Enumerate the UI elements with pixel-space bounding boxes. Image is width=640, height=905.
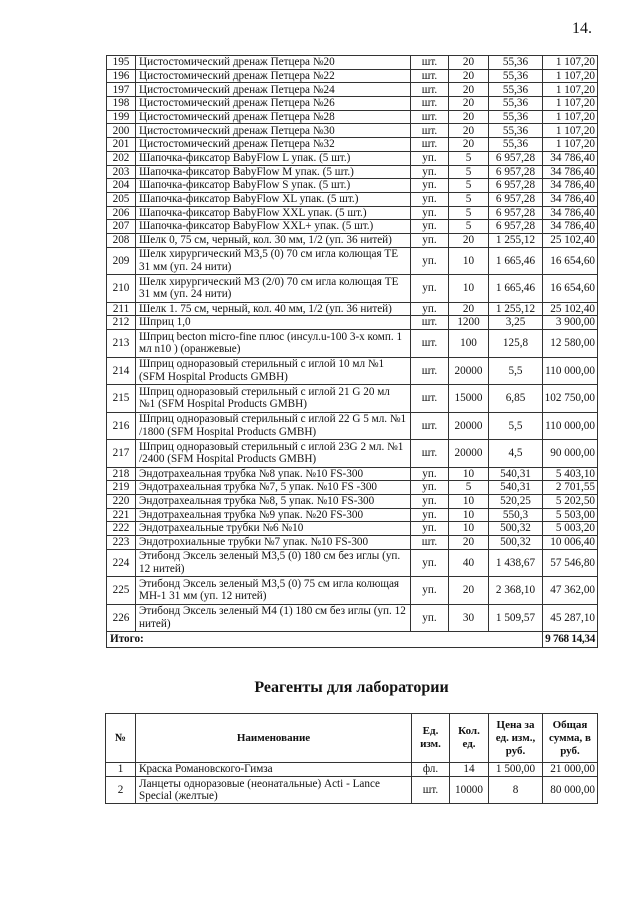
header-unit: Ед. изм.: [412, 714, 450, 763]
cell-qty: 5: [449, 192, 489, 206]
table-row: [107, 604, 598, 632]
cell-price: 125,8: [489, 330, 543, 358]
cell-qty: 20: [449, 97, 489, 111]
cell-total: 57 546,80: [543, 549, 598, 577]
cell-unit: шт.: [411, 110, 449, 124]
cell-unit: шт.: [411, 535, 449, 549]
cell-num: 2: [106, 776, 136, 804]
cell-num: 214: [107, 357, 136, 385]
cell-qty: 20000: [449, 412, 489, 440]
cell-unit: шт.: [411, 56, 449, 70]
cell-num: 1: [106, 763, 136, 777]
cell-name: Цистостомический дренаж Петцера №28: [136, 110, 411, 124]
cell-unit: уп.: [411, 577, 449, 605]
cell-total: 34 786,40: [543, 165, 598, 179]
cell-num: 200: [107, 124, 136, 138]
cell-total: 5 202,50: [543, 494, 598, 508]
table-row: [107, 385, 598, 413]
cell-unit: уп.: [411, 275, 449, 303]
cell-qty: 40: [449, 549, 489, 577]
cell-total: 47 362,00: [543, 577, 598, 605]
cell-num: 223: [107, 535, 136, 549]
cell-unit: уп.: [411, 604, 449, 632]
cell-price: 520,25: [489, 494, 543, 508]
cell-name: Шапочка-фиксатор BabyFlow L упак. (5 шт.): [136, 151, 411, 165]
table-row: [107, 275, 598, 303]
cell-unit: шт.: [411, 330, 449, 358]
cell-total: 10 006,40: [543, 535, 598, 549]
cell-name: Краска Романовского-Гимза: [136, 763, 412, 777]
cell-unit: шт.: [411, 385, 449, 413]
cell-unit: уп.: [411, 220, 449, 234]
table-row: [107, 412, 598, 440]
cell-unit: шт.: [411, 440, 449, 468]
cell-name: Шприц одноразовый стерильный с иглой 22 G 5 мл. №1 /1800 (SFM Hospital Products GMBH): [136, 412, 411, 440]
cell-unit: уп.: [411, 508, 449, 522]
cell-num: 213: [107, 330, 136, 358]
cell-unit: уп.: [411, 522, 449, 536]
cell-unit: фл.: [412, 763, 450, 777]
cell-price: 1 255,12: [489, 233, 543, 247]
table-row: [107, 56, 598, 70]
cell-qty: 5: [449, 179, 489, 193]
table-row: [107, 151, 598, 165]
cell-unit: шт.: [411, 83, 449, 97]
table-row: [107, 110, 598, 124]
total-row: [107, 632, 598, 648]
cell-price: 4,5: [489, 440, 543, 468]
cell-qty: 10: [449, 494, 489, 508]
cell-unit: уп.: [411, 206, 449, 220]
cell-name: Шапочка-фиксатор BabyFlow M упак. (5 шт.): [136, 165, 411, 179]
cell-num: 210: [107, 275, 136, 303]
table-row: [107, 69, 598, 83]
cell-num: 226: [107, 604, 136, 632]
cell-num: 206: [107, 206, 136, 220]
cell-total: 25 102,40: [543, 233, 598, 247]
cell-price: 55,36: [489, 83, 543, 97]
cell-name: Ланцеты одноразовые (неонатальные) Acti - Lance Special (желтые): [136, 776, 412, 804]
cell-price: 550,3: [489, 508, 543, 522]
cell-name: Шелк хирургический М3 (2/0) 70 см игла колющая ТЕ 31 мм (уп. 24 нити): [136, 275, 411, 303]
cell-qty: 20: [449, 577, 489, 605]
cell-num: 201: [107, 138, 136, 152]
cell-qty: 10: [449, 467, 489, 481]
cell-total: 25 102,40: [543, 302, 598, 316]
table-row: [107, 494, 598, 508]
cell-unit: шт.: [411, 124, 449, 138]
cell-name: Шапочка-фиксатор BabyFlow S упак. (5 шт.): [136, 179, 411, 193]
cell-price: 6 957,28: [489, 165, 543, 179]
cell-name: Шелк 0, 75 см, черный, кол. 30 мм, 1/2 (уп. 36 нитей): [136, 233, 411, 247]
table-row: [106, 776, 598, 804]
table-row: [107, 522, 598, 536]
cell-total: 16 654,60: [543, 247, 598, 275]
cell-num: 196: [107, 69, 136, 83]
cell-total: 110 000,00: [543, 357, 598, 385]
table-row: [107, 179, 598, 193]
cell-total: 1 107,20: [543, 138, 598, 152]
table-row: [107, 83, 598, 97]
cell-name: Эндотрахеальная трубка №8 упак. №10 FS-300: [136, 467, 411, 481]
cell-qty: 30: [449, 604, 489, 632]
cell-name: Цистостомический дренаж Петцера №32: [136, 138, 411, 152]
cell-unit: уп.: [411, 481, 449, 495]
table-row: [107, 440, 598, 468]
cell-total: 34 786,40: [543, 151, 598, 165]
cell-num: 208: [107, 233, 136, 247]
total-label: Итого:: [107, 632, 543, 648]
cell-name: Этибонд Эксель зеленый М4 (1) 180 см без иглы (уп. 12 нитей): [136, 604, 411, 632]
reagents-table: [105, 713, 598, 804]
cell-name: Цистостомический дренаж Петцера №20: [136, 56, 411, 70]
cell-name: Эндотрахеальные трубки №6 №10: [136, 522, 411, 536]
header-total: Общая сумма, в руб.: [543, 714, 598, 763]
cell-price: 55,36: [489, 97, 543, 111]
cell-name: Шапочка-фиксатор BabyFlow XXL+ упак. (5 шт.): [136, 220, 411, 234]
cell-name: Шприц одноразовый стерильный с иглой 21 G 20 мл №1 (SFM Hospital Products GMBH): [136, 385, 411, 413]
cell-qty: 20: [449, 535, 489, 549]
cell-num: 217: [107, 440, 136, 468]
cell-name: Цистостомический дренаж Петцера №30: [136, 124, 411, 138]
cell-qty: 10: [449, 275, 489, 303]
cell-num: 215: [107, 385, 136, 413]
table-row: [106, 763, 598, 777]
cell-price: 3,25: [489, 316, 543, 330]
table-row: [107, 206, 598, 220]
cell-price: 6 957,28: [489, 220, 543, 234]
cell-name: Шапочка-фиксатор BabyFlow XL упак. (5 шт.): [136, 192, 411, 206]
cell-num: 220: [107, 494, 136, 508]
cell-name: Шприц одноразовый стерильный с иглой 10 мл №1 (SFM Hospital Products GMBH): [136, 357, 411, 385]
cell-qty: 100: [449, 330, 489, 358]
cell-num: 197: [107, 83, 136, 97]
cell-unit: шт.: [411, 69, 449, 83]
total-value: 9 768 14,34: [543, 632, 598, 648]
cell-price: 6 957,28: [489, 179, 543, 193]
cell-price: 5,5: [489, 357, 543, 385]
cell-name: Эндотрахеальная трубка №8, 5 упак. №10 FS-300: [136, 494, 411, 508]
cell-total: 1 107,20: [543, 110, 598, 124]
cell-name: Шприц becton micro-fine плюс (инсул.u-100 3-х комп. 1 мл n10 ) (оранжевые): [136, 330, 411, 358]
cell-price: 55,36: [489, 56, 543, 70]
cell-num: 219: [107, 481, 136, 495]
cell-qty: 10: [449, 508, 489, 522]
reagents-section-title: Реагенты для лаборатории: [254, 679, 449, 696]
cell-unit: шт.: [411, 357, 449, 385]
cell-unit: уп.: [411, 302, 449, 316]
cell-unit: шт.: [411, 138, 449, 152]
table-row: [107, 165, 598, 179]
cell-name: Эндотрохиальные трубки №7 упак. №10 FS-300: [136, 535, 411, 549]
cell-qty: 5: [449, 220, 489, 234]
cell-price: 55,36: [489, 124, 543, 138]
cell-qty: 20: [449, 83, 489, 97]
cell-num: 211: [107, 302, 136, 316]
cell-num: 199: [107, 110, 136, 124]
cell-total: 16 654,60: [543, 275, 598, 303]
cell-total: 34 786,40: [543, 206, 598, 220]
table-row: [107, 481, 598, 495]
cell-total: 102 750,00: [543, 385, 598, 413]
cell-total: 21 000,00: [543, 763, 598, 777]
table-row: [107, 577, 598, 605]
cell-price: 540,31: [489, 481, 543, 495]
cell-name: Этибонд Эксель зеленый М3,5 (0) 180 см без иглы (уп. 12 нитей): [136, 549, 411, 577]
cell-name: Цистостомический дренаж Петцера №26: [136, 97, 411, 111]
cell-total: 90 000,00: [543, 440, 598, 468]
cell-qty: 20: [449, 302, 489, 316]
cell-qty: 20000: [449, 440, 489, 468]
cell-total: 34 786,40: [543, 220, 598, 234]
cell-total: 5 003,20: [543, 522, 598, 536]
cell-qty: 10: [449, 522, 489, 536]
table-row: [107, 192, 598, 206]
cell-total: 2 701,55: [543, 481, 598, 495]
cell-num: 207: [107, 220, 136, 234]
cell-qty: 1200: [449, 316, 489, 330]
cell-unit: уп.: [411, 467, 449, 481]
cell-total: 3 900,00: [543, 316, 598, 330]
reagents-header-row: [106, 714, 598, 763]
cell-num: 203: [107, 165, 136, 179]
cell-total: 1 107,20: [543, 69, 598, 83]
cell-name: Шелк 1. 75 см, черный, кол. 40 мм, 1/2 (уп. 36 нитей): [136, 302, 411, 316]
table-row: [107, 549, 598, 577]
cell-unit: уп.: [411, 179, 449, 193]
cell-total: 110 000,00: [543, 412, 598, 440]
cell-price: 55,36: [489, 138, 543, 152]
header-num: №: [106, 714, 136, 763]
cell-price: 1 500,00: [489, 763, 543, 777]
cell-name: Шприц 1,0: [136, 316, 411, 330]
cell-price: 500,32: [489, 522, 543, 536]
cell-unit: уп.: [411, 247, 449, 275]
cell-price: 1 255,12: [489, 302, 543, 316]
cell-unit: шт.: [412, 776, 450, 804]
cell-qty: 14: [450, 763, 489, 777]
reagents-table-body: [106, 763, 598, 804]
cell-qty: 20: [449, 110, 489, 124]
cell-total: 34 786,40: [543, 192, 598, 206]
cell-price: 55,36: [489, 69, 543, 83]
cell-unit: шт.: [411, 412, 449, 440]
cell-unit: уп.: [411, 165, 449, 179]
cell-num: 221: [107, 508, 136, 522]
cell-price: 6,85: [489, 385, 543, 413]
header-price: Цена за ед. изм., руб.: [489, 714, 543, 763]
cell-name: Эндотрахеальная трубка №9 упак. №20 FS-300: [136, 508, 411, 522]
cell-num: 216: [107, 412, 136, 440]
cell-qty: 5: [449, 151, 489, 165]
cell-num: 212: [107, 316, 136, 330]
cell-total: 5 503,00: [543, 508, 598, 522]
cell-name: Эндотрахеальная трубка №7, 5 упак. №10 FS -300: [136, 481, 411, 495]
table-row: [107, 233, 598, 247]
cell-total: 1 107,20: [543, 97, 598, 111]
supplies-table: [106, 55, 598, 648]
cell-qty: 10: [449, 247, 489, 275]
cell-price: 5,5: [489, 412, 543, 440]
table-row: [107, 535, 598, 549]
cell-num: 209: [107, 247, 136, 275]
cell-num: 218: [107, 467, 136, 481]
table-row: [107, 330, 598, 358]
cell-price: 1 665,46: [489, 247, 543, 275]
cell-total: 12 580,00: [543, 330, 598, 358]
cell-qty: 20: [449, 233, 489, 247]
cell-name: Шелк хирургический М3,5 (0) 70 см игла колющая ТЕ 31 мм (уп. 24 нити): [136, 247, 411, 275]
cell-num: 202: [107, 151, 136, 165]
cell-price: 8: [489, 776, 543, 804]
table-row: [107, 247, 598, 275]
cell-name: Цистостомический дренаж Петцера №22: [136, 69, 411, 83]
cell-total: 45 287,10: [543, 604, 598, 632]
cell-price: 6 957,28: [489, 151, 543, 165]
table-row: [107, 357, 598, 385]
cell-num: 198: [107, 97, 136, 111]
table-row: [107, 97, 598, 111]
cell-qty: 20: [449, 124, 489, 138]
cell-num: 204: [107, 179, 136, 193]
table-row: [107, 302, 598, 316]
cell-total: 80 000,00: [543, 776, 598, 804]
cell-price: 540,31: [489, 467, 543, 481]
table-row: [107, 220, 598, 234]
cell-name: Этибонд Эксель зеленый М3,5 (0) 75 см игла колющая МН-1 31 мм (уп. 12 нитей): [136, 577, 411, 605]
cell-unit: шт.: [411, 316, 449, 330]
cell-qty: 5: [449, 165, 489, 179]
cell-num: 225: [107, 577, 136, 605]
cell-unit: шт.: [411, 97, 449, 111]
table-row: [107, 467, 598, 481]
table-row: [107, 508, 598, 522]
cell-qty: 20: [449, 56, 489, 70]
cell-price: 55,36: [489, 110, 543, 124]
cell-total: 5 403,10: [543, 467, 598, 481]
cell-price: 6 957,28: [489, 206, 543, 220]
cell-total: 1 107,20: [543, 83, 598, 97]
cell-num: 205: [107, 192, 136, 206]
cell-total: 34 786,40: [543, 179, 598, 193]
cell-price: 2 368,10: [489, 577, 543, 605]
header-qty: Кол. ед.: [450, 714, 489, 763]
table-row: [107, 316, 598, 330]
cell-unit: уп.: [411, 549, 449, 577]
cell-total: 1 107,20: [543, 124, 598, 138]
table-row: [107, 124, 598, 138]
cell-unit: уп.: [411, 151, 449, 165]
cell-qty: 20: [449, 69, 489, 83]
cell-qty: 5: [449, 481, 489, 495]
cell-price: 1 665,46: [489, 275, 543, 303]
header-name: Наименование: [136, 714, 412, 763]
cell-qty: 20000: [449, 357, 489, 385]
cell-qty: 15000: [449, 385, 489, 413]
cell-price: 1 509,57: [489, 604, 543, 632]
cell-num: 195: [107, 56, 136, 70]
cell-price: 1 438,67: [489, 549, 543, 577]
cell-num: 222: [107, 522, 136, 536]
cell-num: 224: [107, 549, 136, 577]
cell-price: 500,32: [489, 535, 543, 549]
cell-qty: 10000: [450, 776, 489, 804]
cell-name: Цистостомический дренаж Петцера №24: [136, 83, 411, 97]
cell-qty: 20: [449, 138, 489, 152]
supplies-table-body: [107, 56, 598, 632]
cell-name: Шприц одноразовый стерильный с иглой 23G 2 мл. №1 /2400 (SFM Hospital Products GMBH): [136, 440, 411, 468]
page-number: 14.: [572, 20, 592, 37]
cell-total: 1 107,20: [543, 56, 598, 70]
cell-unit: уп.: [411, 233, 449, 247]
cell-qty: 5: [449, 206, 489, 220]
cell-name: Шапочка-фиксатор BabyFlow XXL упак. (5 шт.): [136, 206, 411, 220]
cell-unit: уп.: [411, 494, 449, 508]
table-row: [107, 138, 598, 152]
cell-unit: уп.: [411, 192, 449, 206]
cell-price: 6 957,28: [489, 192, 543, 206]
